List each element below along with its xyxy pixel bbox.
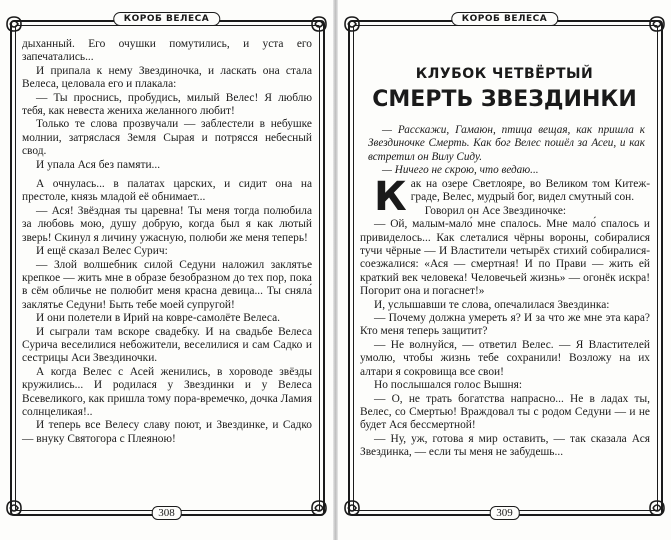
first-paragraph: Как на озере Светлояре, во Великом том Китеж-граде, Велес, мудрый бог, видел смутный сон. (374, 174, 650, 220)
celtic-knot-icon (4, 14, 24, 34)
paragraph: — Ты проснись, пробудись, милый Велес! Я люблю тебя, как невеста жениха желанного любит! (22, 91, 312, 118)
paragraph: А очнулась... в палатах царских, и сидит она на престоле, князь младой её обнимает... (22, 178, 312, 204)
paragraph: — Ой, малым-мало́ мне спалось. Мне мало́ спалось и привиделось... Как слеталися чёрны вороны, собиралися тучи чёрные — И Властители четырёх стихий собиралися-соезжалися: «Ася — смертная! И по Прави — жить ей краткий век человека! Человечьей жизнь» — огонёк искра! Погорит она и погаснет!» (360, 218, 650, 298)
drop-cap: К (374, 174, 407, 220)
page-number: 309 (489, 506, 520, 520)
celtic-knot-icon (647, 498, 667, 518)
running-header: КОРОБ ВЕЛЕСА (451, 12, 558, 26)
paragraph: — Почему должна умереть я? И за что же мне эта кара? Кто меня теперь защитит? (360, 312, 650, 338)
celtic-knot-icon (647, 14, 667, 34)
paragraph: дыханный. Его очушки помутились, и уста его запечатались... (22, 38, 312, 64)
paragraph: Только те слова прозвучали — заблестели в небушке молнии, затряслася Земля Сырая и потрясся небесный свод. (22, 118, 312, 158)
paragraph: — Не волнуйся, — ответил Велес. — Я Властителей умолю, чтобы жизнь тебе сохранили! Возложу на их алтари я сокровища все свои! (360, 338, 650, 378)
paragraph: — О, не трать богатства напрасно... Не в ладах ты, Велес, со Смертью! Враждовал ты с родом Седуни — и не будет Ася бессмертной! (360, 392, 650, 432)
paragraph: И теперь все Велесу славу поют, и Звездинке, и Садко — внуку Святогора с Плеяною! (22, 419, 312, 445)
celtic-knot-icon (309, 498, 329, 518)
celtic-knot-icon (342, 498, 362, 518)
paragraph: И они полетели в Ирий на ковре-самолёте Велеса. (36, 312, 281, 325)
epigraph-line: — Расскажи, Гамаюн, птица вещая, как пришла к Звездиночке Смерть. Как бог Велес пошёл за Асеи, и как встретил он Вилу Сиду. (368, 124, 645, 163)
right-body-text (360, 174, 650, 460)
chapter-title: СМЕРТЬ ЗВЕЗДИНКИ (372, 87, 637, 112)
paragraph: — Ну, уж, готова я мир оставить, — так сказала Ася Звездинка, — если ты меня не забудешь... (360, 432, 650, 459)
paragraph: И ещё сказал Велес Сурич: (36, 245, 168, 258)
running-header: КОРОБ ВЕЛЕСА (113, 12, 220, 26)
left-body-text (22, 38, 312, 446)
paragraph: Говорил он Асе Звездиночке: (424, 204, 567, 217)
paragraph: И сыграли там вскоре свадебку. И на свадьбе Велеса Сурича веселилися небожители, веселилися и сам Садко и сестрицы Аси Звездиночки. (22, 325, 312, 365)
page-number: 308 (151, 506, 182, 520)
paragraph: И упала Ася без памяти... (36, 158, 161, 171)
epigraph (368, 124, 645, 178)
right-page (338, 0, 671, 540)
paragraph: — Злой волшебник силой Седуни наложил заклятье крепкое — жить мне в образе безобразном до тех пор, пока в сём обличье не полюбит меня красна девица... Ты сняла́ заклятье Седуни! Быть тебе моей супругой! (22, 258, 312, 311)
paragraph: И припала к нему Звездиночка, и ласкать она стала Велеса, целовала его и плакала: (22, 64, 312, 91)
chapter-label: КЛУБОК ЧЕТВЁРТЫЙ (415, 66, 594, 82)
celtic-knot-icon (4, 498, 24, 518)
paragraph: — Ася! Звёздная ты царевна! Ты меня тогда полюбила за любовь мою, душу добрую, когда был я как лютый зверь! Скинул я личину ужасную, полюби же меня теперь! (22, 204, 312, 244)
paragraph: И, услышавши те слова, опечалилася Звездинка: (374, 298, 610, 311)
paragraph: А когда Велес с Асей женились, в хороводе звёзды кружились... И родилася у Звездинки и у Велеса Всевеликого, как пришла тому пора-времечко, дочка Ламия солнцеликая!.. (22, 365, 312, 418)
celtic-knot-icon (342, 14, 362, 34)
epigraph-line: — Ничего не скрою, что ведаю... (382, 164, 539, 177)
celtic-knot-icon (309, 14, 329, 34)
left-page (0, 0, 333, 540)
paragraph: Но послышался голос Вышня: (374, 379, 523, 392)
